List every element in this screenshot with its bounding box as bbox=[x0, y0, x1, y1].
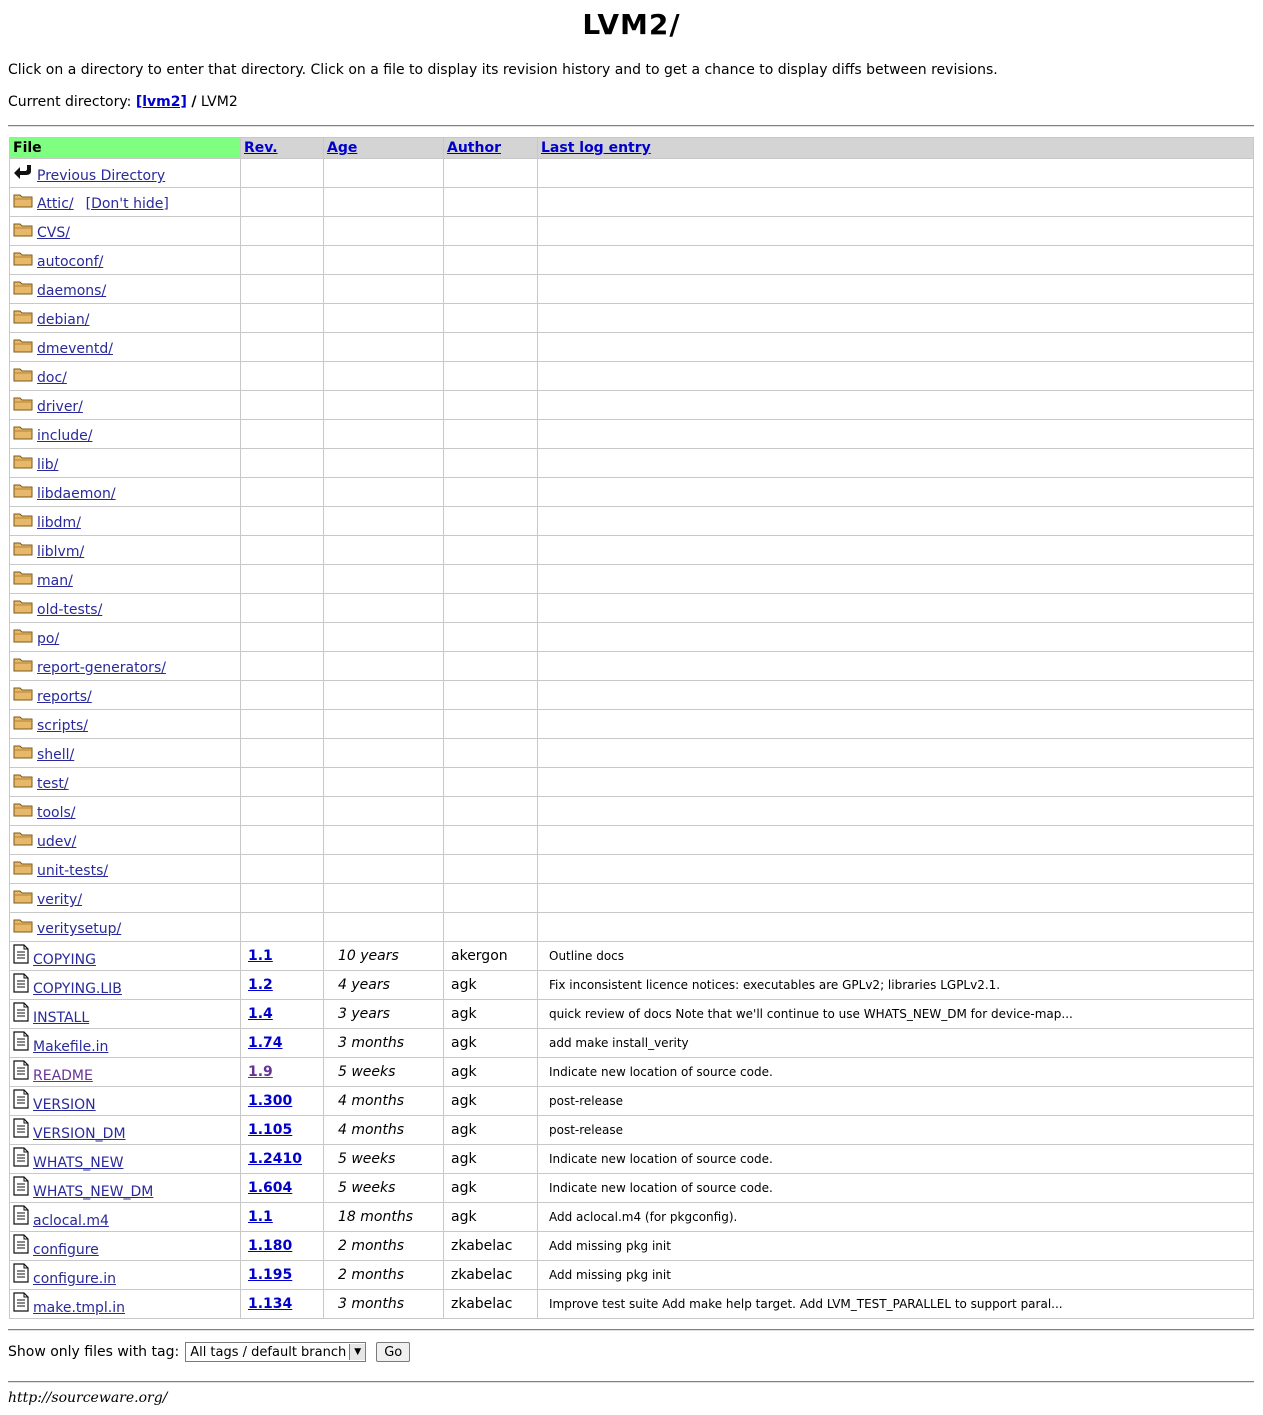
file-link[interactable]: README bbox=[33, 1068, 93, 1084]
directory-row bbox=[10, 797, 1254, 826]
file-row bbox=[10, 1116, 1254, 1145]
folder-icon bbox=[13, 482, 33, 502]
age-cell: 18 months bbox=[324, 1203, 444, 1232]
log-cell: Indicate new location of source code. bbox=[538, 1058, 1254, 1087]
file-cell bbox=[10, 681, 241, 710]
directory-link[interactable]: udev/ bbox=[37, 834, 77, 850]
revision-link[interactable]: 1.2 bbox=[248, 977, 273, 993]
folder-icon bbox=[13, 830, 33, 850]
text-file-icon bbox=[13, 1263, 29, 1287]
rev-cell bbox=[241, 942, 324, 971]
directory-row bbox=[10, 391, 1254, 420]
file-cell bbox=[10, 797, 241, 826]
author-cell: agk bbox=[444, 1145, 538, 1174]
file-link[interactable]: WHATS_NEW_DM bbox=[33, 1184, 154, 1200]
author-cell: agk bbox=[444, 1174, 538, 1203]
folder-icon bbox=[13, 627, 33, 647]
directory-link[interactable]: include/ bbox=[37, 428, 93, 444]
directory-row bbox=[10, 623, 1254, 652]
directory-row bbox=[10, 739, 1254, 768]
file-cell bbox=[10, 710, 241, 739]
folder-icon bbox=[13, 366, 33, 386]
folder-icon bbox=[13, 859, 33, 879]
directory-link[interactable]: verity/ bbox=[37, 892, 83, 908]
column-header-rev[interactable] bbox=[241, 138, 324, 159]
file-listing-table bbox=[9, 137, 1254, 1319]
log-cell: add make install_verity bbox=[538, 1029, 1254, 1058]
rev-cell bbox=[241, 1058, 324, 1087]
folder-icon bbox=[13, 714, 33, 734]
text-file-icon bbox=[13, 1234, 29, 1258]
file-row bbox=[10, 1058, 1254, 1087]
column-header-log[interactable] bbox=[538, 138, 1254, 159]
directory-row bbox=[10, 275, 1254, 304]
log-cell: Improve test suite Add make help target. Add LVM_TEST_PARALLEL to support paral... bbox=[538, 1290, 1254, 1319]
file-row bbox=[10, 1203, 1254, 1232]
sort-by-age-link[interactable]: Age bbox=[327, 140, 358, 156]
author-cell: zkabelac bbox=[444, 1290, 538, 1319]
folder-icon bbox=[13, 279, 33, 299]
file-row bbox=[10, 1145, 1254, 1174]
folder-icon bbox=[13, 743, 33, 763]
author-cell: akergon bbox=[444, 942, 538, 971]
folder-icon bbox=[13, 917, 33, 937]
footer-address: http://sourceware.org/ bbox=[8, 1390, 168, 1406]
divider bbox=[8, 1329, 1254, 1331]
file-link[interactable]: VERSION bbox=[33, 1097, 96, 1113]
author-cell: zkabelac bbox=[444, 1261, 538, 1290]
directory-row bbox=[10, 478, 1254, 507]
file-cell bbox=[10, 1029, 241, 1058]
breadcrumb-current: LVM2 bbox=[200, 94, 238, 110]
author-cell: agk bbox=[444, 971, 538, 1000]
folder-icon bbox=[13, 598, 33, 618]
directory-row bbox=[10, 855, 1254, 884]
file-cell bbox=[10, 188, 241, 217]
file-cell bbox=[10, 652, 241, 681]
directory-row bbox=[10, 913, 1254, 942]
column-header-file: File bbox=[10, 138, 241, 159]
author-cell: agk bbox=[444, 1203, 538, 1232]
age-cell: 4 months bbox=[324, 1087, 444, 1116]
author-cell: agk bbox=[444, 1116, 538, 1145]
text-file-icon bbox=[13, 1060, 29, 1084]
folder-icon bbox=[13, 656, 33, 676]
file-cell bbox=[10, 855, 241, 884]
age-cell: 3 months bbox=[324, 1290, 444, 1319]
revision-link[interactable]: 1.105 bbox=[248, 1122, 293, 1138]
breadcrumb-separator: / bbox=[191, 94, 197, 110]
file-cell bbox=[10, 565, 241, 594]
revision-link[interactable]: 1.180 bbox=[248, 1238, 293, 1254]
rev-cell bbox=[241, 1029, 324, 1058]
file-link[interactable]: VERSION_DM bbox=[33, 1126, 126, 1142]
chevron-down-icon[interactable]: ▼ bbox=[349, 1344, 365, 1360]
file-cell bbox=[10, 1145, 241, 1174]
age-cell: 2 months bbox=[324, 1232, 444, 1261]
sort-by-rev-link[interactable]: Rev. bbox=[244, 140, 278, 156]
sort-by-log-link[interactable]: Last log entry bbox=[541, 140, 651, 156]
directory-link[interactable]: doc/ bbox=[37, 370, 67, 386]
file-link[interactable]: aclocal.m4 bbox=[33, 1213, 109, 1229]
directory-row bbox=[10, 710, 1254, 739]
text-file-icon bbox=[13, 973, 29, 997]
file-link[interactable]: COPYING bbox=[33, 952, 96, 968]
file-row bbox=[10, 1290, 1254, 1319]
previous-directory-row bbox=[10, 159, 1254, 188]
revision-link[interactable]: 1.1 bbox=[248, 1209, 273, 1225]
log-cell: Indicate new location of source code. bbox=[538, 1145, 1254, 1174]
file-row bbox=[10, 1029, 1254, 1058]
file-row bbox=[10, 971, 1254, 1000]
file-cell bbox=[10, 1000, 241, 1029]
revision-link[interactable]: 1.195 bbox=[248, 1267, 293, 1283]
file-cell bbox=[10, 536, 241, 565]
text-file-icon bbox=[13, 1002, 29, 1026]
directory-row bbox=[10, 826, 1254, 855]
author-cell: zkabelac bbox=[444, 1232, 538, 1261]
divider bbox=[8, 1381, 1254, 1383]
rev-cell bbox=[241, 1203, 324, 1232]
folder-icon bbox=[13, 511, 33, 531]
folder-icon bbox=[13, 308, 33, 328]
rev-cell bbox=[241, 1232, 324, 1261]
directory-row bbox=[10, 449, 1254, 478]
file-cell bbox=[10, 1058, 241, 1087]
back-arrow-icon bbox=[13, 162, 33, 184]
breadcrumb bbox=[8, 94, 238, 110]
file-cell bbox=[10, 1174, 241, 1203]
revision-link[interactable]: 1.9 bbox=[248, 1064, 273, 1080]
directory-link[interactable]: libdm/ bbox=[37, 515, 81, 531]
file-cell bbox=[10, 333, 241, 362]
revision-link[interactable]: 1.300 bbox=[248, 1093, 293, 1109]
folder-icon bbox=[13, 337, 33, 357]
file-cell bbox=[10, 246, 241, 275]
sort-by-author-link[interactable]: Author bbox=[447, 140, 501, 156]
file-cell bbox=[10, 478, 241, 507]
directory-row bbox=[10, 304, 1254, 333]
file-cell bbox=[10, 623, 241, 652]
revision-link[interactable]: 1.1 bbox=[248, 948, 273, 964]
file-link[interactable]: WHATS_NEW bbox=[33, 1155, 124, 1171]
file-link[interactable]: Makefile.in bbox=[33, 1039, 109, 1055]
file-cell bbox=[10, 507, 241, 536]
age-cell: 2 months bbox=[324, 1261, 444, 1290]
directory-row bbox=[10, 536, 1254, 565]
directory-link[interactable]: report-generators/ bbox=[37, 660, 166, 676]
column-header-age[interactable] bbox=[324, 138, 444, 159]
log-cell: Outline docs bbox=[538, 942, 1254, 971]
directory-row bbox=[10, 217, 1254, 246]
directory-row bbox=[10, 594, 1254, 623]
dont-hide-link[interactable]: [Don't hide] bbox=[85, 196, 169, 212]
file-cell bbox=[10, 420, 241, 449]
directory-link[interactable]: old-tests/ bbox=[37, 602, 103, 618]
age-cell: 5 weeks bbox=[324, 1145, 444, 1174]
author-cell: agk bbox=[444, 1029, 538, 1058]
directory-link[interactable]: reports/ bbox=[37, 689, 92, 705]
page-title: LVM2/ bbox=[582, 8, 681, 41]
file-cell bbox=[10, 159, 241, 188]
revision-link[interactable]: 1.4 bbox=[248, 1006, 273, 1022]
file-cell bbox=[10, 1290, 241, 1319]
directory-link[interactable]: unit-tests/ bbox=[37, 863, 109, 879]
directory-link[interactable]: driver/ bbox=[37, 399, 83, 415]
file-link[interactable]: configure.in bbox=[33, 1271, 116, 1287]
text-file-icon bbox=[13, 1118, 29, 1142]
go-button[interactable]: Go bbox=[376, 1342, 410, 1362]
directory-row bbox=[10, 681, 1254, 710]
text-file-icon bbox=[13, 1205, 29, 1229]
rev-cell bbox=[241, 1145, 324, 1174]
rev-cell bbox=[241, 971, 324, 1000]
directory-link[interactable]: liblvm/ bbox=[37, 544, 85, 560]
directory-link[interactable]: debian/ bbox=[37, 312, 90, 328]
file-row bbox=[10, 1087, 1254, 1116]
directory-row bbox=[10, 246, 1254, 275]
breadcrumb-root-link[interactable]: [lvm2] bbox=[135, 94, 187, 110]
directory-link[interactable]: CVS/ bbox=[37, 225, 70, 241]
file-cell bbox=[10, 217, 241, 246]
file-link[interactable]: COPYING.LIB bbox=[33, 981, 122, 997]
text-file-icon bbox=[13, 1176, 29, 1200]
folder-icon bbox=[13, 540, 33, 560]
folder-icon bbox=[13, 772, 33, 792]
log-cell: Add missing pkg init bbox=[538, 1232, 1254, 1261]
file-link[interactable]: make.tmpl.in bbox=[33, 1300, 126, 1316]
file-row bbox=[10, 1261, 1254, 1290]
file-cell bbox=[10, 594, 241, 623]
directory-link[interactable]: test/ bbox=[37, 776, 69, 792]
file-row bbox=[10, 1232, 1254, 1261]
rev-cell bbox=[241, 1174, 324, 1203]
directory-link[interactable]: man/ bbox=[37, 573, 73, 589]
author-cell: agk bbox=[444, 1087, 538, 1116]
file-row bbox=[10, 942, 1254, 971]
file-cell bbox=[10, 391, 241, 420]
file-row bbox=[10, 1000, 1254, 1029]
file-cell bbox=[10, 768, 241, 797]
file-cell bbox=[10, 739, 241, 768]
folder-icon bbox=[13, 685, 33, 705]
directory-link[interactable]: dmeventd/ bbox=[37, 341, 114, 357]
file-cell bbox=[10, 1232, 241, 1261]
author-cell: agk bbox=[444, 1058, 538, 1087]
directory-row bbox=[10, 188, 1254, 217]
revision-link[interactable]: 1.2410 bbox=[248, 1151, 303, 1167]
folder-icon bbox=[13, 801, 33, 821]
directory-link[interactable]: po/ bbox=[37, 631, 60, 647]
tag-filter-form bbox=[8, 1342, 410, 1362]
revision-link[interactable]: 1.604 bbox=[248, 1180, 293, 1196]
file-cell bbox=[10, 1087, 241, 1116]
directory-link[interactable]: libdaemon/ bbox=[37, 486, 116, 502]
directory-row bbox=[10, 362, 1254, 391]
folder-icon bbox=[13, 424, 33, 444]
text-file-icon bbox=[13, 1031, 29, 1055]
author-cell: agk bbox=[444, 1000, 538, 1029]
folder-icon bbox=[13, 569, 33, 589]
rev-cell bbox=[241, 1000, 324, 1029]
directory-link[interactable]: shell/ bbox=[37, 747, 75, 763]
file-link[interactable]: configure bbox=[33, 1242, 99, 1258]
tag-select-value: All tags / default branch bbox=[190, 1344, 347, 1360]
directory-row bbox=[10, 884, 1254, 913]
age-cell: 3 months bbox=[324, 1029, 444, 1058]
directory-link[interactable]: Attic/ bbox=[37, 196, 74, 212]
file-cell bbox=[10, 1203, 241, 1232]
folder-icon bbox=[13, 888, 33, 908]
folder-icon bbox=[13, 395, 33, 415]
directory-row bbox=[10, 652, 1254, 681]
tag-select[interactable] bbox=[185, 1342, 366, 1362]
rev-cell bbox=[241, 1261, 324, 1290]
folder-icon bbox=[13, 192, 33, 212]
file-cell bbox=[10, 884, 241, 913]
file-cell bbox=[10, 971, 241, 1000]
directory-row bbox=[10, 507, 1254, 536]
directory-link[interactable]: lib/ bbox=[37, 457, 59, 473]
log-cell: post-release bbox=[538, 1116, 1254, 1145]
column-header-author[interactable] bbox=[444, 138, 538, 159]
directory-row bbox=[10, 565, 1254, 594]
log-cell: Add missing pkg init bbox=[538, 1261, 1254, 1290]
file-cell bbox=[10, 449, 241, 478]
log-cell: Fix inconsistent licence notices: executables are GPLv2; libraries LGPLv2.1. bbox=[538, 971, 1254, 1000]
log-cell: Add aclocal.m4 (for pkgconfig). bbox=[538, 1203, 1254, 1232]
log-cell: post-release bbox=[538, 1087, 1254, 1116]
file-cell bbox=[10, 942, 241, 971]
file-cell bbox=[10, 826, 241, 855]
file-row bbox=[10, 1174, 1254, 1203]
text-file-icon bbox=[13, 1292, 29, 1316]
file-link[interactable]: INSTALL bbox=[33, 1010, 90, 1026]
directory-link[interactable]: veritysetup/ bbox=[37, 921, 122, 937]
file-cell bbox=[10, 913, 241, 942]
age-cell: 5 weeks bbox=[324, 1058, 444, 1087]
age-cell: 3 years bbox=[324, 1000, 444, 1029]
folder-icon bbox=[13, 250, 33, 270]
divider bbox=[8, 125, 1254, 127]
rev-cell bbox=[241, 1116, 324, 1145]
directory-row bbox=[10, 768, 1254, 797]
intro-text: Click on a directory to enter that directory. Click on a file to display its revision history and to get a chance to display diffs between revisions. bbox=[8, 62, 998, 78]
file-cell bbox=[10, 275, 241, 304]
log-cell: Indicate new location of source code. bbox=[538, 1174, 1254, 1203]
rev-cell bbox=[241, 1290, 324, 1319]
directory-link[interactable]: scripts/ bbox=[37, 718, 89, 734]
file-cell bbox=[10, 362, 241, 391]
rev-cell bbox=[241, 1087, 324, 1116]
directory-row bbox=[10, 420, 1254, 449]
age-cell: 10 years bbox=[324, 942, 444, 971]
text-file-icon bbox=[13, 1089, 29, 1113]
directory-link[interactable]: daemons/ bbox=[37, 283, 107, 299]
age-cell: 4 months bbox=[324, 1116, 444, 1145]
age-cell: 4 years bbox=[324, 971, 444, 1000]
folder-icon bbox=[13, 453, 33, 473]
directory-row bbox=[10, 333, 1254, 362]
file-cell bbox=[10, 304, 241, 333]
breadcrumb-label: Current directory: bbox=[8, 94, 132, 110]
previous-directory-link[interactable]: Previous Directory bbox=[37, 168, 166, 184]
revision-link[interactable]: 1.134 bbox=[248, 1296, 293, 1312]
text-file-icon bbox=[13, 1147, 29, 1171]
folder-icon bbox=[13, 221, 33, 241]
revision-link[interactable]: 1.74 bbox=[248, 1035, 283, 1051]
directory-link[interactable]: autoconf/ bbox=[37, 254, 104, 270]
directory-link[interactable]: tools/ bbox=[37, 805, 76, 821]
tag-filter-label: Show only files with tag: bbox=[8, 1344, 180, 1360]
file-cell bbox=[10, 1116, 241, 1145]
log-cell: quick review of docs Note that we'll continue to use WHATS_NEW_DM for device-map... bbox=[538, 1000, 1254, 1029]
file-cell bbox=[10, 1261, 241, 1290]
age-cell: 5 weeks bbox=[324, 1174, 444, 1203]
table-header-row bbox=[10, 138, 1254, 159]
text-file-icon bbox=[13, 944, 29, 968]
